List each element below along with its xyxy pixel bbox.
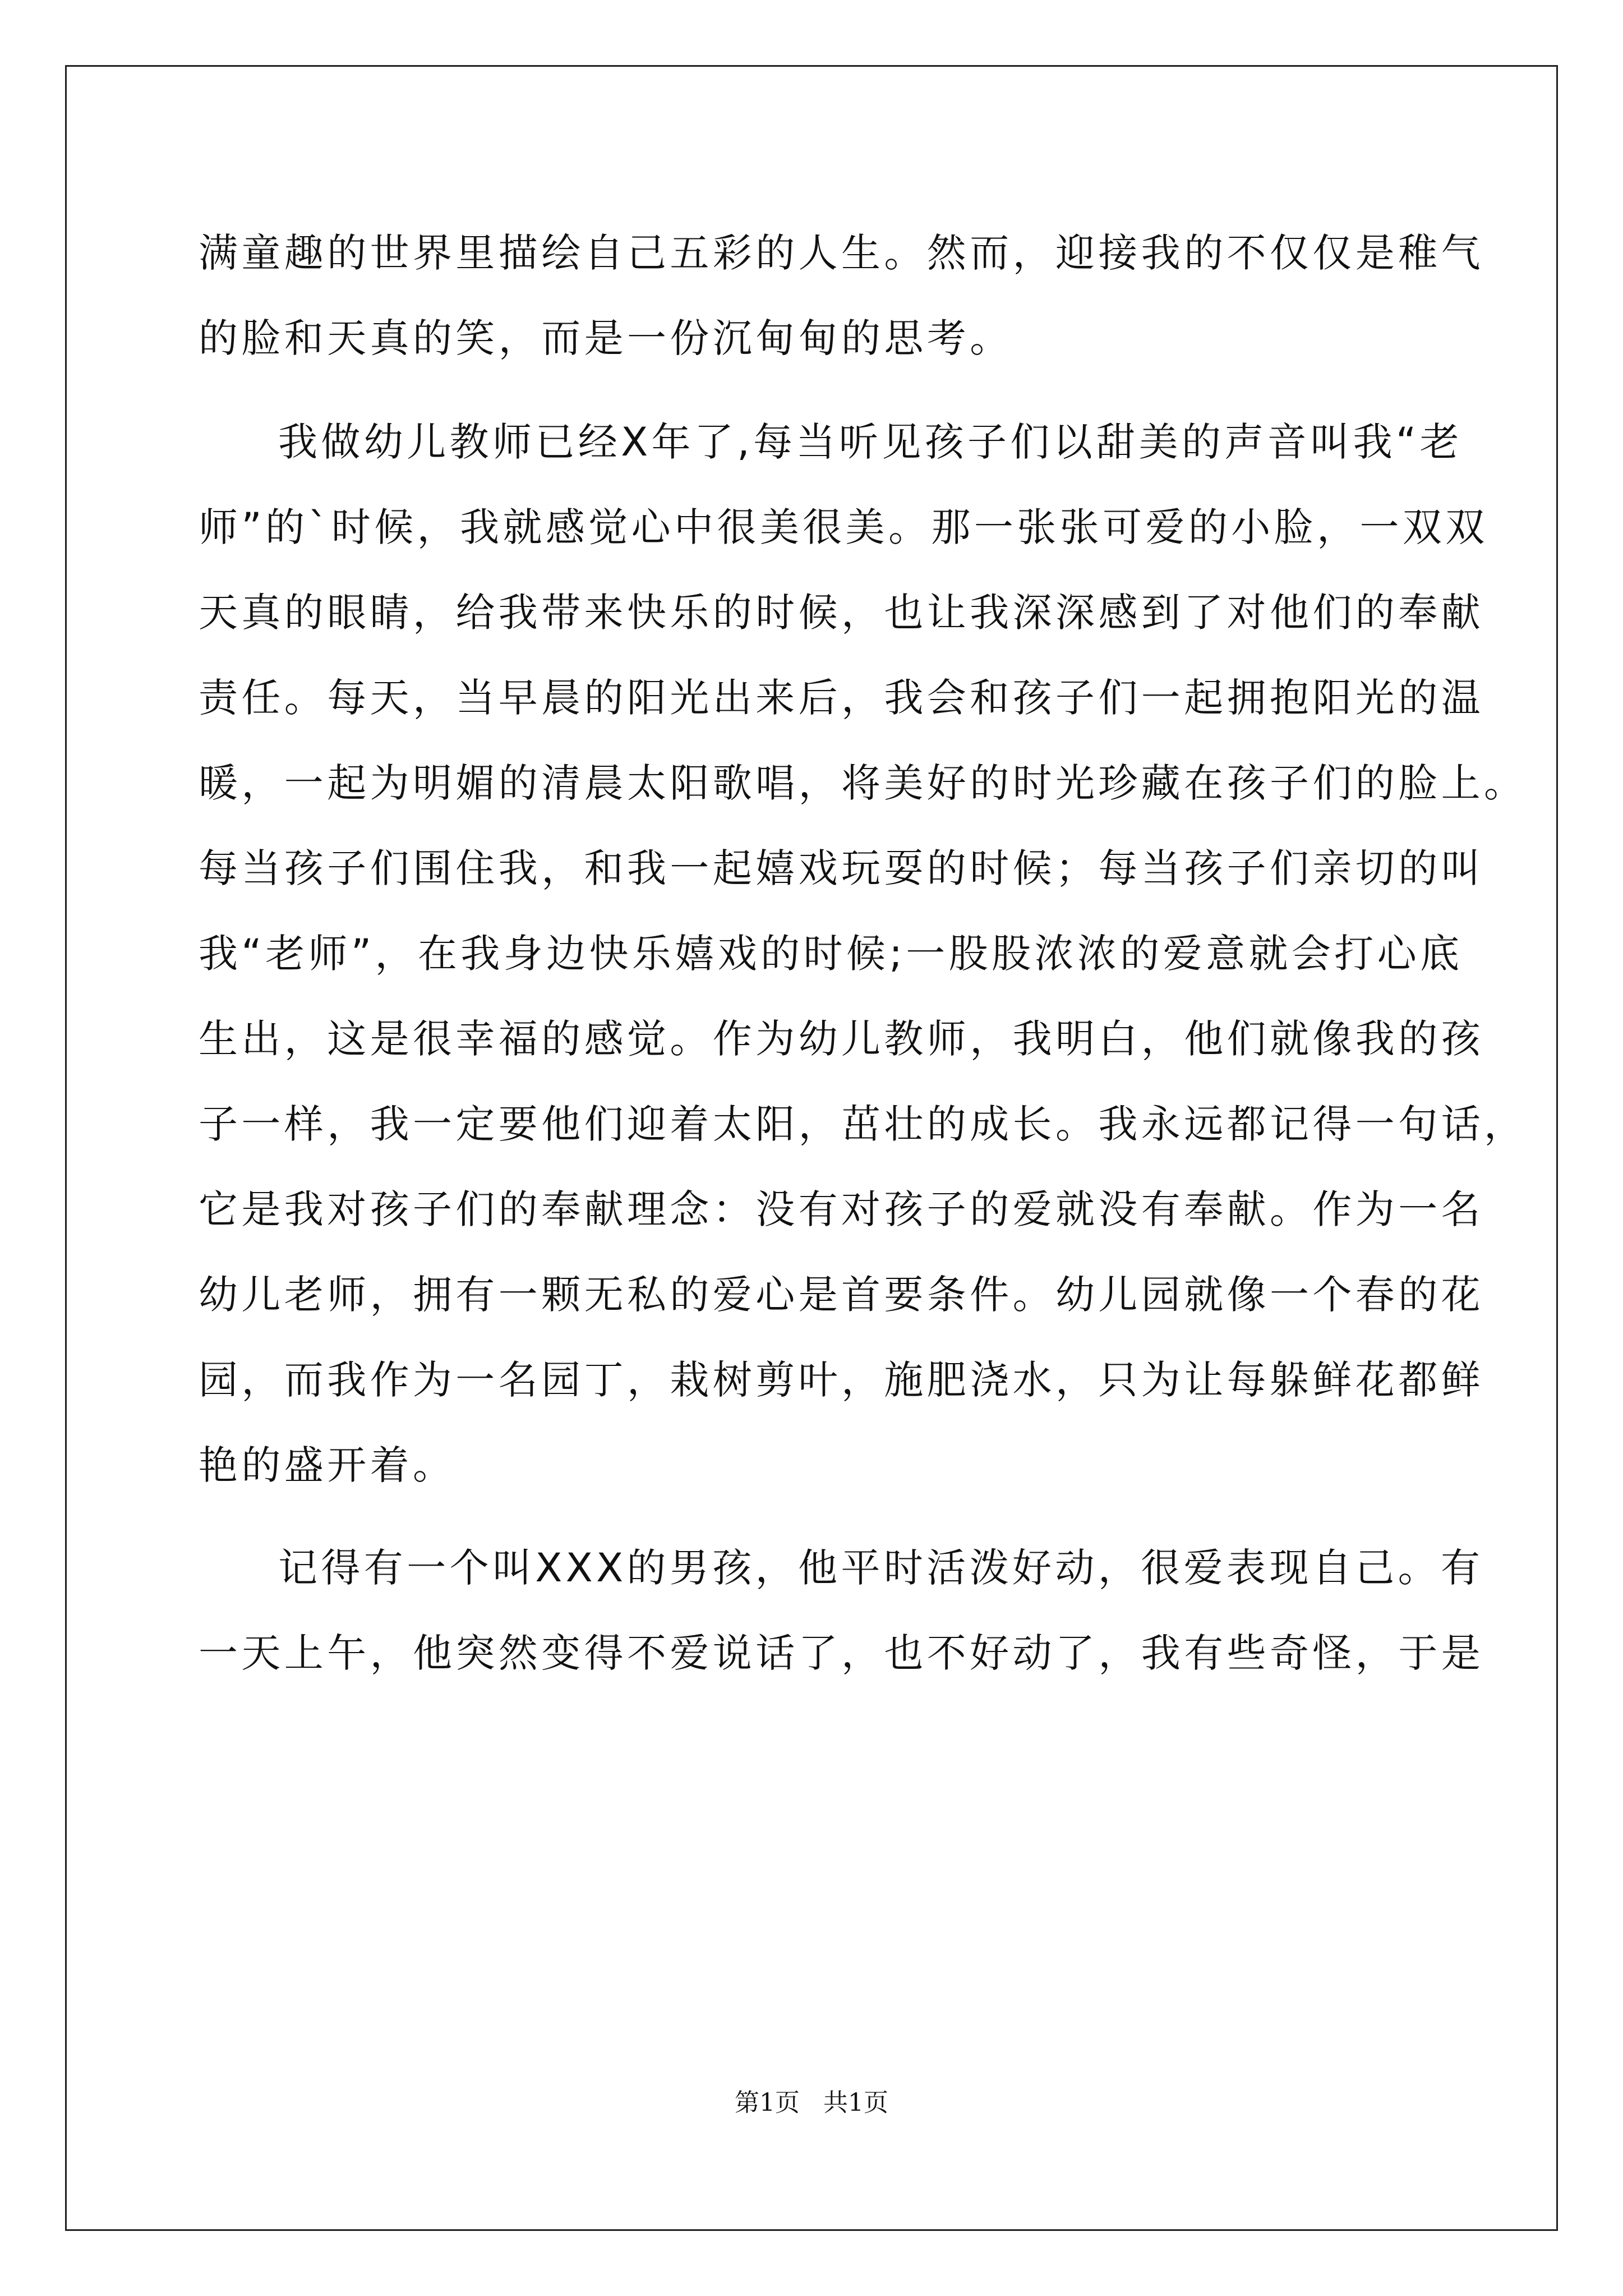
text-line: 每当孩子们围住我，和我一起嬉戏玩耍的时候；每当孩子们亲切的叫	[199, 845, 1484, 891]
text-line: 我做幼儿教师已经X年了,每当听见孩子们以甜美的声音叫我“老	[278, 419, 1463, 465]
text-line: 师”的`时候，我就感觉心中很美很美。那一张张可爱的小脸，一双双	[199, 504, 1488, 550]
text-line: 园，而我作为一名园丁，栽树剪叶，施肥浇水，只为让每躲鲜花都鲜	[199, 1357, 1484, 1403]
text-line: 责任。每天，当早晨的阳光出来后，我会和孩子们一起拥抱阳光的温	[199, 675, 1484, 721]
text-line: 我“老师”，在我身边快乐嬉戏的时候;一股股浓浓的爱意就会打心底	[199, 931, 1463, 977]
text-line: 它是我对孩子们的奉献理念：没有对孩子的爱就没有奉献。作为一名	[199, 1186, 1484, 1232]
page-number-footer: 第1页 共1页	[735, 2088, 888, 2117]
text-line: 的脸和天真的笑，而是一份沉甸甸的思考。	[199, 315, 1013, 361]
text-line: 满童趣的世界里描绘自己五彩的人生。然而，迎接我的不仅仅是稚气	[199, 230, 1484, 276]
text-line: 天真的眼睛，给我带来快乐的时候，也让我深深感到了对他们的奉献	[199, 590, 1484, 636]
text-line: 幼儿老师，拥有一颗无私的爱心是首要条件。幼儿园就像一个春的花	[199, 1272, 1484, 1318]
text-line: 一天上午，他突然变得不爱说话了，也不好动了，我有些奇怪，于是	[199, 1630, 1484, 1676]
text-line: 生出，这是很幸福的感觉。作为幼儿教师，我明白，他们就像我的孩	[199, 1016, 1484, 1062]
text-line: 子一样，我一定要他们迎着太阳，茁壮的成长。我永远都记得一句话，	[199, 1101, 1527, 1147]
text-line: 艳的盛开着。	[199, 1442, 456, 1488]
text-line: 记得有一个叫XXX的男孩，他平时活泼好动，很爱表现自己。有	[278, 1545, 1484, 1591]
text-line: 暖，一起为明媚的清晨太阳歌唱，将美好的时光珍藏在孩子们的脸上。	[199, 760, 1527, 806]
